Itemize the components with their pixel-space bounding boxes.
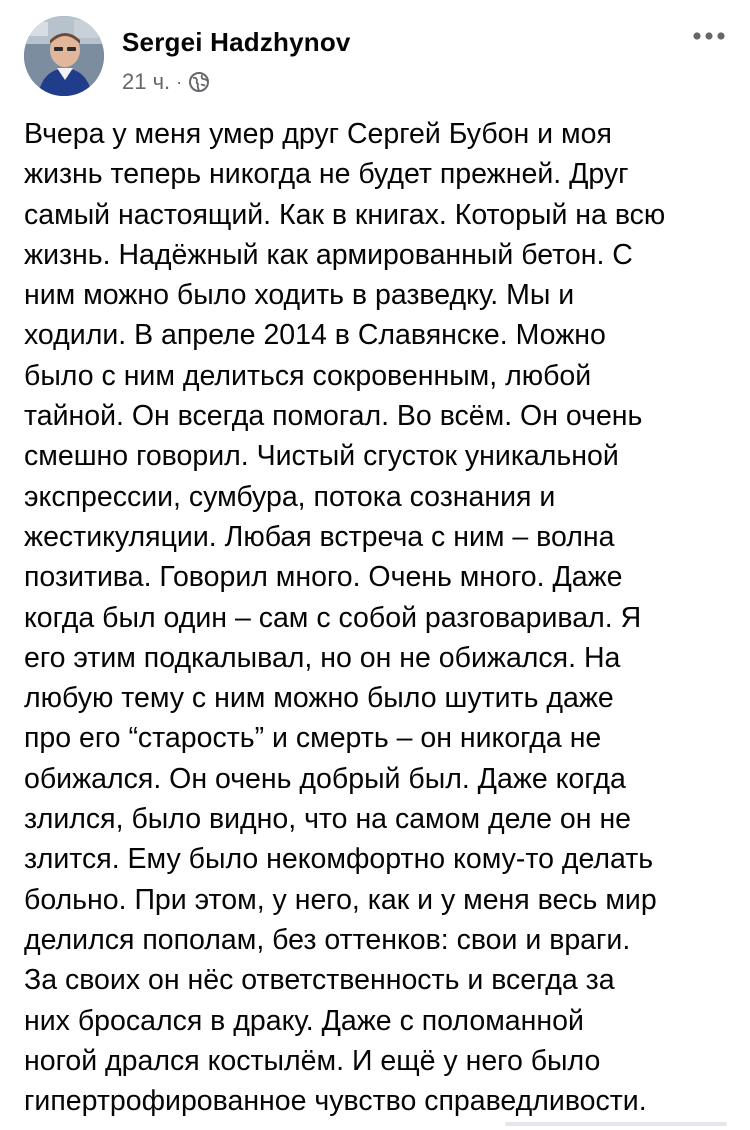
- post-text-line: За своих он нёс ответственность и всегда за: [24, 964, 615, 997]
- post-text-line: его этим подкалывал, но он не обижался. На: [24, 641, 621, 674]
- home-indicator: [505, 1122, 727, 1126]
- post-text-line: делился пополам, без оттенков: свои и враги.: [24, 923, 631, 956]
- post-text-line: злится. Ему было некомфортно кому-то делать: [24, 843, 654, 876]
- post-text-line: любую тему с ним можно было шутить даже: [24, 682, 614, 715]
- post-text-line: ходили. В апреле 2014 в Славянске. Можно: [24, 319, 606, 352]
- post-text-line: экспрессии, сумбура, потока сознания и: [24, 480, 556, 513]
- avatar-photo: [24, 16, 104, 96]
- post-header: [0, 0, 750, 110]
- more-options-icon: [692, 31, 726, 41]
- post-text-line: больно. При этом, у него, как и у меня весь мир: [24, 883, 657, 916]
- post-text-line: тайной. Он всегда помогал. Во всём. Он очень: [24, 400, 643, 433]
- post-text-line: них бросался в драку. Даже с поломанной: [24, 1004, 584, 1037]
- post-timestamp[interactable]: 21 ч.: [122, 69, 171, 94]
- post-text-line: позитива. Говорил много. Очень много. Даже: [24, 561, 623, 594]
- post-text-line: ногой дрался костылём. И ещё у него было: [24, 1044, 601, 1077]
- post-text-line: жестикуляции. Любая встреча с ним – волна: [24, 520, 615, 553]
- post-meta: [122, 68, 210, 96]
- post-text-line: было с ним делиться сокровенным, любой: [24, 359, 592, 392]
- post-text: [24, 114, 732, 1121]
- post-text-line: гипертрофированное чувство справедливости.: [24, 1085, 647, 1118]
- post-text-line: ним можно было ходить в разведку. Мы и: [24, 279, 575, 312]
- avatar[interactable]: [24, 16, 104, 96]
- post-text-line: про его “старость” и смерть – он никогда не: [24, 722, 602, 755]
- post-text-line: злился, было видно, что на самом деле он не: [24, 803, 632, 836]
- author-name[interactable]: Sergei Hadzhynov: [122, 27, 351, 57]
- more-options-button[interactable]: [690, 22, 728, 50]
- post-text-line: Вчера у меня умер друг Сергей Бубон и моя: [24, 118, 612, 150]
- post-text-line: смешно говорил. Чистый сгусток уникальной: [24, 440, 619, 473]
- post-text-line: жизнь. Надёжный как армированный бетон. С: [24, 238, 633, 271]
- post-text-line: когда был один – сам с собой разговаривал. Я: [24, 601, 642, 634]
- post-text-line: самый настоящий. Как в книгах. Который на всю: [24, 198, 666, 231]
- post-text-line: обижался. Он очень добрый был. Даже когда: [24, 762, 626, 795]
- post-text-line: жизнь теперь никогда не будет прежней. Друг: [24, 158, 629, 191]
- meta-separator: ·: [176, 71, 183, 92]
- globe-icon[interactable]: [188, 71, 210, 93]
